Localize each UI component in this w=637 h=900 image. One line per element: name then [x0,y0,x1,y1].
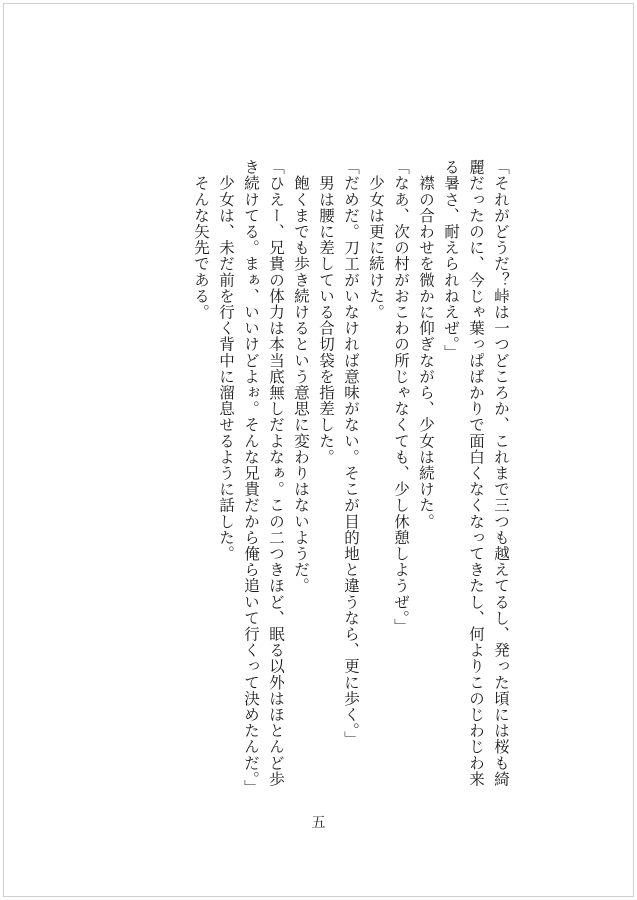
text-line: る暑さ、耐えられねえぜ。」 [442,159,460,361]
text-line: 男は腰に差している合切袋を指差した。 [317,159,335,465]
document-page [3,3,634,897]
text-line: 「ひえー、兄貴の体力は本当底無しだよなぁ。この二つきほど、眠る以外はほとんど歩 [267,159,285,787]
text-line: 少女は、未だ前を行く背中に溜息せるように話した。 [217,159,235,562]
text-line: 少女は更に続けた。 [367,159,385,320]
text-line: 「それがどうだ？峠は一つどころか、これまで三つも越えてるし、発った頃には桜も綺 [492,159,510,787]
text-line: 「なあ、次の村がおこわの所じゃなくても、少し休憩しようぜ。」 [392,159,410,635]
text-line: 麗だったのに、今じゃ葉っぱばかりで面白くなくなってきたし、何よりこのじわじわ来 [467,159,485,787]
text-line: 飽くまでも歩き続けるという意思に変わりはないようだ。 [292,159,310,594]
text-line: き続けてる。まぁ、いいけどよぉ。そんな兄貴だから俺ら追いて行くって決めたんだ。」 [242,159,260,796]
page-number: 五 [311,815,326,831]
text-line: 「だめだ。刀工がいなければ意味がない。そこが目的地と違うなら、更に歩く。」 [342,159,360,747]
vertical-text-body [188,159,513,796]
text-line: 襟の合わせを微かに仰ぎながら、少女は続けた。 [417,159,435,530]
text-line: そんな矢先である。 [192,159,210,320]
